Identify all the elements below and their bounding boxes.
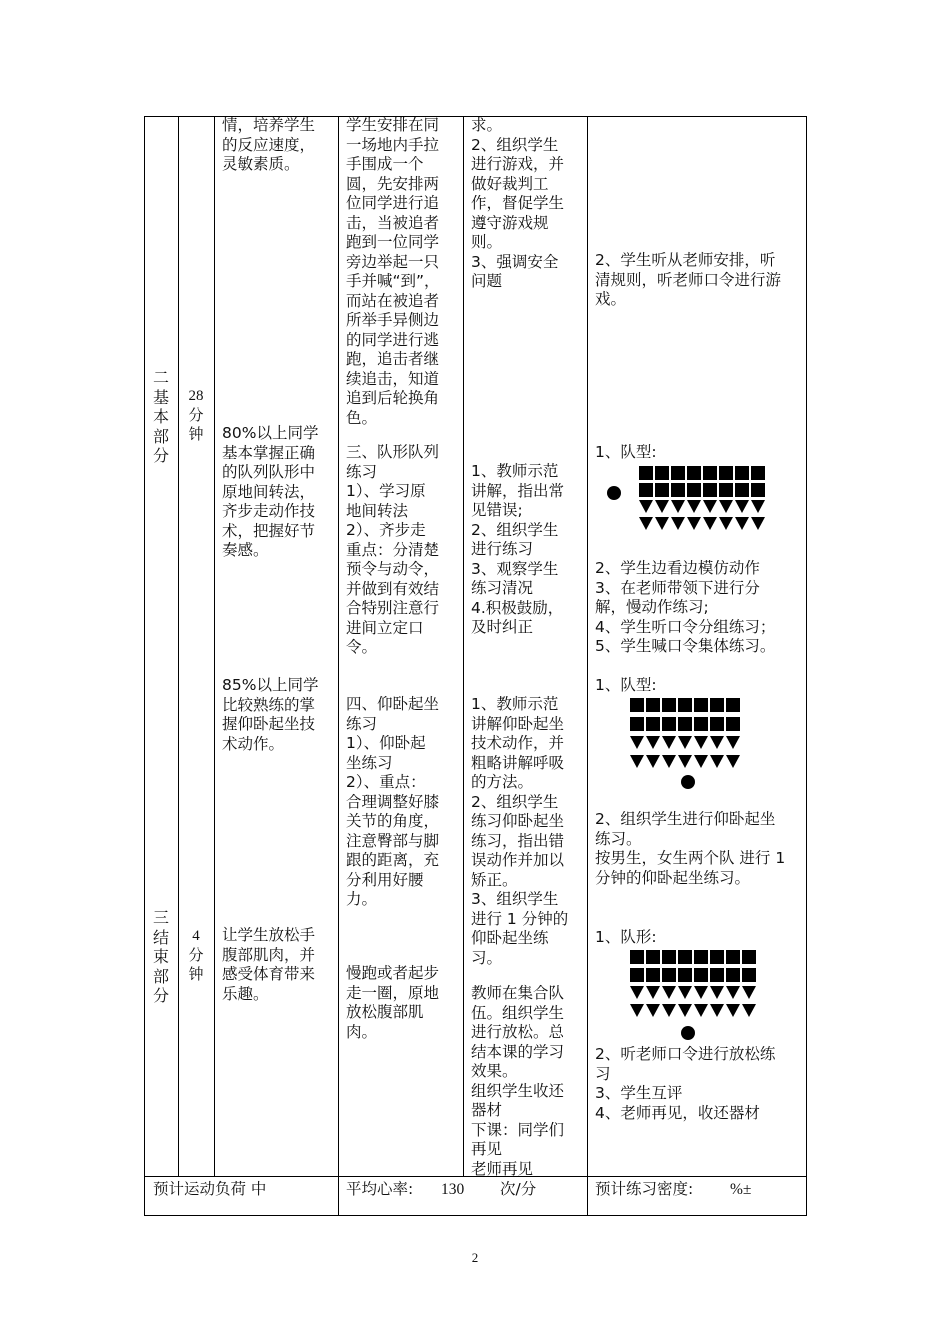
teacher-ending: 教师在集合队 伍。组织学生 进行放松。总 结本课的学习 效果。 组织学生收还 器材 下课：同学们 再见 老师再见 [471,984,565,1178]
content-formation-drill: 三、队形队列 练习 1）、学习原 地间转法 2）、齐步走 重点：分清楚 预令与动令， 并做到有效结 合特别注意行 进间立定口 令。 [346,443,440,656]
section-ending-time: 4 分 钟 [188,928,204,983]
content-chase-game: 学生安排在同 一场地内手拉 手围成一个 圆，先安排两 位同学进行追 击，当被追者 跑到一位同学 旁边举起一只 手并喊“到”， 而站在被追者 所举手异侧边 的同学进行逃 跑，追击者继 续追击，知道 追到后轮换角 色。 [346,116,440,427]
section-ending-name: 三 结 束 部 分 [152,908,169,1005]
teacher-position-dot-3 [681,1026,695,1040]
teacher-position-dot-2 [681,775,695,789]
goal-situp: 85%以上同学 比较熟练的掌 握仰卧起坐技 术动作。 [222,676,319,753]
col-divider-5 [587,116,588,1216]
teacher-situp: 1、教师示范 讲解仰卧起坐 技术动作，并 粗略讲解呼吸 的方法。 2、组织学生 练习仰卧起坐 练习，指出错 误动作并加以 矫正。 3、组织学生 进行 1 分钟的 仰卧起坐练 习。 [471,695,569,967]
goal-reaction-speed: 情，培养学生 的反应速度， 灵敏素质。 [222,116,316,173]
col-divider-4 [463,116,464,1176]
content-situp: 四、仰卧起坐 练习 1）、仰卧起 坐练习 2）、重点： 合理调整好膝 关节的角度， 注意臀部与脚 跟的距离，充 分利用好腰 力。 [346,695,440,908]
formation-title-3: 1、队形: [595,928,657,946]
goal-formation-drill: 80%以上同学 基本掌握正确 的队列队形中 原地间转法， 齐步走动作技 术，把握好节 奏感。 [222,424,319,559]
formation-diagram-3 [630,950,758,1022]
footer-density-value: %± [730,1181,752,1198]
student-situp-steps: 2、组织学生进行仰卧起坐 练习。 按男生，女生两个队 进行 1 分钟的仰卧起坐练习。 [595,810,786,887]
student-ending-steps: 2、听老师口令进行放松练 习 3、学生互评 4、老师再见，收还器材 [595,1045,776,1122]
page-number: 2 [471,1250,479,1265]
footer-hr-label: 平均心率: [346,1180,414,1198]
table-bottom-border [144,1215,807,1216]
student-formation-steps: 2、学生边看边模仿动作 3、在老师带领下进行分 解，慢动作练习; 4、学生听口令分组练习； 5、学生喊口令集体练习。 [595,559,776,655]
formation-title-2: 1、队型: [595,676,657,694]
col-divider-3 [338,116,339,1216]
formation-diagram-1 [639,466,767,534]
table-right-border [806,116,807,1216]
footer-load: 预计运动负荷 中 [153,1180,267,1198]
content-relax: 慢跑或者起步 走一圈，原地 放松腹部肌 肉。 [346,964,440,1041]
teacher-formation: 1、教师示范 讲解，指出常 见错误; 2、组织学生 进行练习 3、观察学生 练习清况 4.积极鼓励， 及时纠正 [471,462,565,636]
col-divider-1 [178,116,179,1176]
formation-title-1: 1、队型: [595,443,657,461]
col-divider-2 [214,116,215,1176]
goal-relax: 让学生放松手 腹部肌肉，并 感受体育带来 乐趣。 [222,926,316,1003]
footer-hr-value: 130 [441,1181,465,1198]
teacher-position-dot-1 [607,486,621,500]
table-left-border [144,116,145,1216]
footer-density-label: 预计练习密度: [595,1180,694,1198]
section-basic-name: 二 基 本 部 分 [152,368,169,465]
formation-diagram-2 [630,698,742,774]
student-game: 2、学生听从老师安排，听 清规则，听老师口令进行游 戏。 [595,251,782,308]
teacher-game: 求。 2、组织学生 进行游戏，并 做好裁判工 作，督促学生 遵守游戏规 则。 3、强调安全 问题 [471,116,565,290]
section-basic-time: 28 分 钟 [188,388,204,443]
footer-hr-unit: 次/分 [500,1180,537,1198]
